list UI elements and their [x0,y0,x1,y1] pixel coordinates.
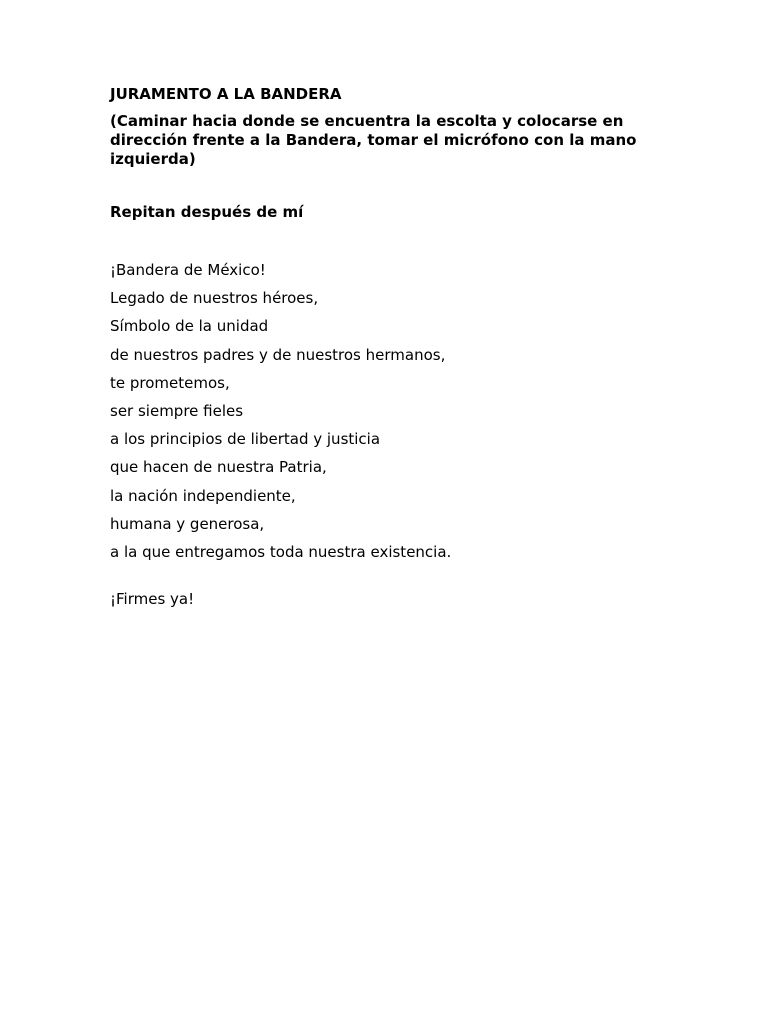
oath-verse: ¡Bandera de México! [110,261,266,279]
document-body [110,85,670,609]
oath-verse: de nuestros padres y de nuestros hermanos, [110,345,446,364]
oath-verse: que hacen de nuestra Patria, [110,458,327,477]
oath-verse: la nación independiente, [110,486,296,505]
oath-verses [110,261,670,562]
oath-verse: ser siempre fieles [110,401,244,420]
oath-verse: Legado de nuestros héroes, [110,289,319,308]
repeat-prompt: Repitan después de mí [110,203,304,221]
oath-verse: a la que entregamos toda nuestra existencia. [110,542,452,561]
oath-verse: Símbolo de la unidad [110,317,269,336]
document-title: JURAMENTO A LA BANDERA [110,85,342,103]
oath-verse: humana y generosa, [110,514,265,533]
oath-verse: a los principios de libertad y justicia [110,430,381,449]
closing-command: ¡Firmes ya! [110,589,195,608]
stage-instruction: (Caminar hacia donde se encuentra la escolta y colocarse en dirección frente a la Bandera, tomar el micrófono con la mano izquierda) [110,112,637,168]
oath-verse: te prometemos, [110,373,230,392]
